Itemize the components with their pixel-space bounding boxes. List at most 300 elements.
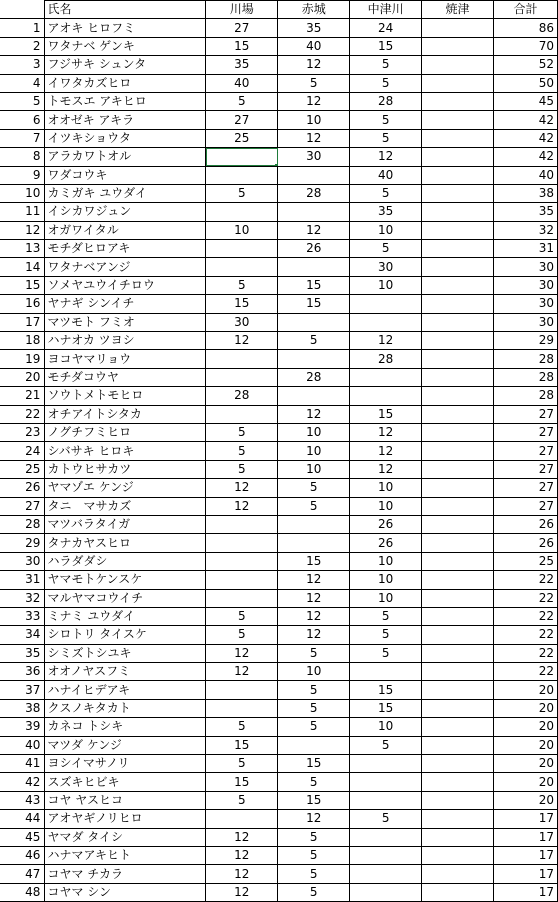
name-cell[interactable]: トモスエ アキヒロ <box>45 92 206 110</box>
akagi-cell[interactable]: 10 <box>278 442 350 460</box>
name-cell[interactable]: ヤナギ シンイチ <box>45 295 206 313</box>
yaizu-cell[interactable] <box>422 810 494 828</box>
kawaba-cell[interactable]: 35 <box>206 56 278 74</box>
name-cell[interactable]: イワタカズヒロ <box>45 74 206 92</box>
akagi-cell[interactable]: 28 <box>278 368 350 386</box>
nakatsugawa-cell[interactable]: 5 <box>350 129 422 147</box>
akagi-cell[interactable]: 12 <box>278 56 350 74</box>
nakatsugawa-cell[interactable]: 5 <box>350 74 422 92</box>
name-cell[interactable]: コヤ ヤスヒコ <box>45 791 206 809</box>
total-cell[interactable]: 32 <box>494 221 558 239</box>
akagi-cell[interactable] <box>278 166 350 184</box>
row-number[interactable]: 23 <box>0 423 45 441</box>
name-cell[interactable]: ヤマゾエ ケンジ <box>45 479 206 497</box>
row-number[interactable]: 33 <box>0 607 45 625</box>
kawaba-cell[interactable]: 27 <box>206 19 278 37</box>
total-cell[interactable]: 27 <box>494 405 558 423</box>
kawaba-cell[interactable]: 5 <box>206 442 278 460</box>
nakatsugawa-cell[interactable]: 5 <box>350 607 422 625</box>
yaizu-cell[interactable] <box>422 865 494 883</box>
akagi-cell[interactable]: 12 <box>278 626 350 644</box>
row-number[interactable]: 16 <box>0 295 45 313</box>
total-cell[interactable]: 20 <box>494 681 558 699</box>
akagi-cell[interactable]: 15 <box>278 276 350 294</box>
nakatsugawa-cell[interactable] <box>350 368 422 386</box>
akagi-cell[interactable] <box>278 203 350 221</box>
kawaba-cell[interactable] <box>206 368 278 386</box>
row-number[interactable]: 14 <box>0 258 45 276</box>
nakatsugawa-cell[interactable]: 10 <box>350 589 422 607</box>
nakatsugawa-cell[interactable]: 28 <box>350 92 422 110</box>
row-number[interactable]: 39 <box>0 718 45 736</box>
kawaba-cell[interactable] <box>206 405 278 423</box>
kawaba-cell[interactable]: 5 <box>206 718 278 736</box>
nakatsugawa-cell[interactable]: 5 <box>350 736 422 754</box>
row-number[interactable]: 32 <box>0 589 45 607</box>
total-cell[interactable]: 86 <box>494 19 558 37</box>
nakatsugawa-cell[interactable]: 5 <box>350 111 422 129</box>
row-number[interactable]: 26 <box>0 479 45 497</box>
nakatsugawa-cell[interactable]: 10 <box>350 221 422 239</box>
yaizu-cell[interactable] <box>422 534 494 552</box>
akagi-cell[interactable]: 35 <box>278 19 350 37</box>
kawaba-cell[interactable]: 15 <box>206 37 278 55</box>
kawaba-cell[interactable]: 5 <box>206 423 278 441</box>
yaizu-cell[interactable] <box>422 313 494 331</box>
nakatsugawa-cell[interactable]: 35 <box>350 203 422 221</box>
row-number[interactable]: 27 <box>0 497 45 515</box>
kawaba-cell[interactable]: 12 <box>206 644 278 662</box>
row-number[interactable]: 28 <box>0 515 45 533</box>
name-cell[interactable]: モチダコウヤ <box>45 368 206 386</box>
yaizu-cell[interactable] <box>422 442 494 460</box>
kawaba-cell[interactable] <box>206 350 278 368</box>
yaizu-cell[interactable] <box>422 681 494 699</box>
yaizu-cell[interactable] <box>422 56 494 74</box>
row-number[interactable]: 48 <box>0 883 45 901</box>
total-cell[interactable]: 45 <box>494 92 558 110</box>
kawaba-cell[interactable]: 5 <box>206 184 278 202</box>
nakatsugawa-cell[interactable]: 26 <box>350 534 422 552</box>
total-cell[interactable]: 22 <box>494 626 558 644</box>
kawaba-cell[interactable]: 5 <box>206 92 278 110</box>
name-cell[interactable]: モチダヒロアキ <box>45 240 206 258</box>
name-cell[interactable]: タナカヤスヒロ <box>45 534 206 552</box>
header-nakatsugawa[interactable]: 中津川 <box>350 1 422 19</box>
kawaba-cell[interactable]: 40 <box>206 74 278 92</box>
name-cell[interactable]: アオキ ヒロフミ <box>45 19 206 37</box>
nakatsugawa-cell[interactable] <box>350 865 422 883</box>
akagi-cell[interactable] <box>278 515 350 533</box>
akagi-cell[interactable]: 12 <box>278 589 350 607</box>
name-cell[interactable]: ハラダダシ <box>45 552 206 570</box>
yaizu-cell[interactable] <box>422 166 494 184</box>
nakatsugawa-cell[interactable] <box>350 883 422 901</box>
total-cell[interactable]: 22 <box>494 589 558 607</box>
nakatsugawa-cell[interactable] <box>350 773 422 791</box>
name-cell[interactable]: ヨシイマサノリ <box>45 755 206 773</box>
header-name[interactable]: 氏名 <box>45 1 206 19</box>
total-cell[interactable]: 26 <box>494 515 558 533</box>
nakatsugawa-cell[interactable]: 30 <box>350 258 422 276</box>
akagi-cell[interactable]: 5 <box>278 865 350 883</box>
total-cell[interactable]: 20 <box>494 773 558 791</box>
nakatsugawa-cell[interactable]: 10 <box>350 479 422 497</box>
akagi-cell[interactable]: 5 <box>278 681 350 699</box>
yaizu-cell[interactable] <box>422 644 494 662</box>
nakatsugawa-cell[interactable]: 40 <box>350 166 422 184</box>
nakatsugawa-cell[interactable] <box>350 828 422 846</box>
nakatsugawa-cell[interactable] <box>350 663 422 681</box>
total-cell[interactable]: 50 <box>494 74 558 92</box>
name-cell[interactable]: オオノヤスフミ <box>45 663 206 681</box>
nakatsugawa-cell[interactable]: 10 <box>350 497 422 515</box>
total-cell[interactable]: 35 <box>494 203 558 221</box>
kawaba-cell[interactable] <box>206 571 278 589</box>
row-number[interactable]: 29 <box>0 534 45 552</box>
kawaba-cell[interactable]: 5 <box>206 460 278 478</box>
row-number[interactable]: 6 <box>0 111 45 129</box>
yaizu-cell[interactable] <box>422 423 494 441</box>
total-cell[interactable]: 28 <box>494 350 558 368</box>
nakatsugawa-cell[interactable]: 12 <box>350 460 422 478</box>
yaizu-cell[interactable] <box>422 479 494 497</box>
name-cell[interactable]: カミガキ ユウダイ <box>45 184 206 202</box>
yaizu-cell[interactable] <box>422 148 494 166</box>
nakatsugawa-cell[interactable]: 10 <box>350 276 422 294</box>
name-cell[interactable]: フジサキ シュンタ <box>45 56 206 74</box>
total-cell[interactable]: 31 <box>494 240 558 258</box>
kawaba-cell[interactable] <box>206 148 278 166</box>
row-number[interactable]: 8 <box>0 148 45 166</box>
yaizu-cell[interactable] <box>422 699 494 717</box>
yaizu-cell[interactable] <box>422 718 494 736</box>
row-number[interactable]: 25 <box>0 460 45 478</box>
name-cell[interactable]: シミズトシユキ <box>45 644 206 662</box>
kawaba-cell[interactable] <box>206 534 278 552</box>
nakatsugawa-cell[interactable]: 15 <box>350 681 422 699</box>
akagi-cell[interactable]: 5 <box>278 332 350 350</box>
row-number[interactable]: 37 <box>0 681 45 699</box>
name-cell[interactable]: ワタナベ ゲンキ <box>45 37 206 55</box>
total-cell[interactable]: 42 <box>494 129 558 147</box>
total-cell[interactable]: 29 <box>494 332 558 350</box>
row-number[interactable]: 22 <box>0 405 45 423</box>
row-number[interactable]: 44 <box>0 810 45 828</box>
row-number[interactable]: 13 <box>0 240 45 258</box>
akagi-cell[interactable]: 5 <box>278 883 350 901</box>
nakatsugawa-cell[interactable]: 10 <box>350 571 422 589</box>
name-cell[interactable]: ヨコヤマリョウ <box>45 350 206 368</box>
akagi-cell[interactable]: 5 <box>278 699 350 717</box>
name-cell[interactable]: ハナオカ ツヨシ <box>45 332 206 350</box>
name-cell[interactable]: アオヤギノリヒロ <box>45 810 206 828</box>
total-cell[interactable]: 20 <box>494 791 558 809</box>
nakatsugawa-cell[interactable] <box>350 846 422 864</box>
kawaba-cell[interactable]: 12 <box>206 828 278 846</box>
row-number[interactable]: 31 <box>0 571 45 589</box>
name-cell[interactable]: タニ マサカズ <box>45 497 206 515</box>
yaizu-cell[interactable] <box>422 791 494 809</box>
nakatsugawa-cell[interactable]: 12 <box>350 423 422 441</box>
kawaba-cell[interactable] <box>206 240 278 258</box>
nakatsugawa-cell[interactable] <box>350 755 422 773</box>
row-number[interactable]: 35 <box>0 644 45 662</box>
total-cell[interactable]: 30 <box>494 276 558 294</box>
total-cell[interactable]: 22 <box>494 571 558 589</box>
kawaba-cell[interactable]: 12 <box>206 497 278 515</box>
name-cell[interactable]: シロトリ タイスケ <box>45 626 206 644</box>
total-cell[interactable]: 30 <box>494 313 558 331</box>
nakatsugawa-cell[interactable]: 5 <box>350 644 422 662</box>
akagi-cell[interactable] <box>278 534 350 552</box>
nakatsugawa-cell[interactable] <box>350 387 422 405</box>
total-cell[interactable]: 20 <box>494 736 558 754</box>
kawaba-cell[interactable] <box>206 515 278 533</box>
akagi-cell[interactable]: 15 <box>278 295 350 313</box>
yaizu-cell[interactable] <box>422 607 494 625</box>
akagi-cell[interactable]: 12 <box>278 92 350 110</box>
yaizu-cell[interactable] <box>422 92 494 110</box>
header-akagi[interactable]: 赤城 <box>278 1 350 19</box>
name-cell[interactable]: ソウトメトモヒロ <box>45 387 206 405</box>
yaizu-cell[interactable] <box>422 276 494 294</box>
total-cell[interactable]: 17 <box>494 846 558 864</box>
name-cell[interactable]: イツキショウタ <box>45 129 206 147</box>
row-number[interactable]: 9 <box>0 166 45 184</box>
total-cell[interactable]: 27 <box>494 423 558 441</box>
header-corner[interactable] <box>0 1 45 19</box>
row-number[interactable]: 5 <box>0 92 45 110</box>
yaizu-cell[interactable] <box>422 184 494 202</box>
total-cell[interactable]: 30 <box>494 295 558 313</box>
row-number[interactable]: 36 <box>0 663 45 681</box>
row-number[interactable]: 7 <box>0 129 45 147</box>
row-number[interactable]: 17 <box>0 313 45 331</box>
row-number[interactable]: 38 <box>0 699 45 717</box>
akagi-cell[interactable]: 10 <box>278 111 350 129</box>
row-number[interactable]: 42 <box>0 773 45 791</box>
akagi-cell[interactable]: 30 <box>278 148 350 166</box>
kawaba-cell[interactable] <box>206 552 278 570</box>
total-cell[interactable]: 20 <box>494 699 558 717</box>
total-cell[interactable]: 38 <box>494 184 558 202</box>
header-kawaba[interactable]: 川場 <box>206 1 278 19</box>
akagi-cell[interactable]: 5 <box>278 718 350 736</box>
nakatsugawa-cell[interactable] <box>350 313 422 331</box>
header-total[interactable]: 合計 <box>494 1 558 19</box>
total-cell[interactable]: 28 <box>494 387 558 405</box>
kawaba-cell[interactable]: 12 <box>206 865 278 883</box>
row-number[interactable]: 2 <box>0 37 45 55</box>
total-cell[interactable]: 17 <box>494 883 558 901</box>
yaizu-cell[interactable] <box>422 368 494 386</box>
akagi-cell[interactable]: 28 <box>278 184 350 202</box>
kawaba-cell[interactable] <box>206 681 278 699</box>
name-cell[interactable]: オチアイトシタカ <box>45 405 206 423</box>
total-cell[interactable]: 22 <box>494 644 558 662</box>
row-number[interactable]: 11 <box>0 203 45 221</box>
nakatsugawa-cell[interactable]: 15 <box>350 699 422 717</box>
name-cell[interactable]: マツダ ケンジ <box>45 736 206 754</box>
row-number[interactable]: 24 <box>0 442 45 460</box>
yaizu-cell[interactable] <box>422 460 494 478</box>
yaizu-cell[interactable] <box>422 828 494 846</box>
akagi-cell[interactable]: 12 <box>278 810 350 828</box>
name-cell[interactable]: ハナマアキヒト <box>45 846 206 864</box>
total-cell[interactable]: 20 <box>494 755 558 773</box>
akagi-cell[interactable]: 15 <box>278 791 350 809</box>
akagi-cell[interactable]: 40 <box>278 37 350 55</box>
total-cell[interactable]: 22 <box>494 607 558 625</box>
row-number[interactable]: 47 <box>0 865 45 883</box>
akagi-cell[interactable]: 5 <box>278 479 350 497</box>
yaizu-cell[interactable] <box>422 74 494 92</box>
akagi-cell[interactable]: 5 <box>278 773 350 791</box>
kawaba-cell[interactable]: 25 <box>206 129 278 147</box>
row-number[interactable]: 18 <box>0 332 45 350</box>
kawaba-cell[interactable]: 12 <box>206 846 278 864</box>
akagi-cell[interactable]: 5 <box>278 497 350 515</box>
nakatsugawa-cell[interactable] <box>350 791 422 809</box>
header-yaizu[interactable]: 焼津 <box>422 1 494 19</box>
akagi-cell[interactable]: 5 <box>278 74 350 92</box>
yaizu-cell[interactable] <box>422 626 494 644</box>
yaizu-cell[interactable] <box>422 515 494 533</box>
kawaba-cell[interactable]: 12 <box>206 883 278 901</box>
name-cell[interactable]: ノグチフミヒロ <box>45 423 206 441</box>
yaizu-cell[interactable] <box>422 111 494 129</box>
akagi-cell[interactable]: 10 <box>278 460 350 478</box>
kawaba-cell[interactable]: 5 <box>206 755 278 773</box>
nakatsugawa-cell[interactable]: 26 <box>350 515 422 533</box>
kawaba-cell[interactable]: 12 <box>206 332 278 350</box>
name-cell[interactable]: ワダコウキ <box>45 166 206 184</box>
yaizu-cell[interactable] <box>422 240 494 258</box>
kawaba-cell[interactable]: 10 <box>206 221 278 239</box>
kawaba-cell[interactable]: 28 <box>206 387 278 405</box>
row-number[interactable]: 1 <box>0 19 45 37</box>
row-number[interactable]: 10 <box>0 184 45 202</box>
kawaba-cell[interactable]: 15 <box>206 736 278 754</box>
name-cell[interactable]: ワタナベアンジ <box>45 258 206 276</box>
kawaba-cell[interactable]: 15 <box>206 773 278 791</box>
yaizu-cell[interactable] <box>422 332 494 350</box>
name-cell[interactable]: マルヤマコウイチ <box>45 589 206 607</box>
yaizu-cell[interactable] <box>422 497 494 515</box>
name-cell[interactable]: コヤマ チカラ <box>45 865 206 883</box>
akagi-cell[interactable]: 15 <box>278 552 350 570</box>
name-cell[interactable]: ハナイヒデアキ <box>45 681 206 699</box>
akagi-cell[interactable]: 15 <box>278 755 350 773</box>
kawaba-cell[interactable]: 12 <box>206 663 278 681</box>
nakatsugawa-cell[interactable]: 12 <box>350 442 422 460</box>
kawaba-cell[interactable]: 30 <box>206 313 278 331</box>
name-cell[interactable]: スズキヒビキ <box>45 773 206 791</box>
nakatsugawa-cell[interactable]: 5 <box>350 240 422 258</box>
name-cell[interactable]: ミナミ ユウダイ <box>45 607 206 625</box>
total-cell[interactable]: 26 <box>494 534 558 552</box>
total-cell[interactable]: 28 <box>494 368 558 386</box>
kawaba-cell[interactable] <box>206 258 278 276</box>
yaizu-cell[interactable] <box>422 663 494 681</box>
akagi-cell[interactable] <box>278 736 350 754</box>
kawaba-cell[interactable]: 5 <box>206 276 278 294</box>
yaizu-cell[interactable] <box>422 19 494 37</box>
total-cell[interactable]: 42 <box>494 111 558 129</box>
akagi-cell[interactable] <box>278 258 350 276</box>
akagi-cell[interactable]: 10 <box>278 423 350 441</box>
total-cell[interactable]: 40 <box>494 166 558 184</box>
yaizu-cell[interactable] <box>422 203 494 221</box>
kawaba-cell[interactable]: 5 <box>206 607 278 625</box>
name-cell[interactable]: イシカワジュン <box>45 203 206 221</box>
nakatsugawa-cell[interactable]: 5 <box>350 184 422 202</box>
akagi-cell[interactable]: 12 <box>278 129 350 147</box>
akagi-cell[interactable] <box>278 350 350 368</box>
yaizu-cell[interactable] <box>422 755 494 773</box>
name-cell[interactable]: ソメヤユウイチロウ <box>45 276 206 294</box>
akagi-cell[interactable]: 10 <box>278 663 350 681</box>
row-number[interactable]: 34 <box>0 626 45 644</box>
akagi-cell[interactable]: 12 <box>278 607 350 625</box>
yaizu-cell[interactable] <box>422 258 494 276</box>
akagi-cell[interactable]: 5 <box>278 846 350 864</box>
total-cell[interactable]: 22 <box>494 663 558 681</box>
row-number[interactable]: 41 <box>0 755 45 773</box>
name-cell[interactable]: シバサキ ヒロキ <box>45 442 206 460</box>
row-number[interactable]: 3 <box>0 56 45 74</box>
nakatsugawa-cell[interactable]: 15 <box>350 405 422 423</box>
akagi-cell[interactable]: 12 <box>278 221 350 239</box>
yaizu-cell[interactable] <box>422 387 494 405</box>
total-cell[interactable]: 17 <box>494 828 558 846</box>
row-number[interactable]: 19 <box>0 350 45 368</box>
row-number[interactable]: 4 <box>0 74 45 92</box>
total-cell[interactable]: 52 <box>494 56 558 74</box>
name-cell[interactable]: アラカワトオル <box>45 148 206 166</box>
total-cell[interactable]: 17 <box>494 865 558 883</box>
nakatsugawa-cell[interactable]: 24 <box>350 19 422 37</box>
total-cell[interactable]: 42 <box>494 148 558 166</box>
yaizu-cell[interactable] <box>422 773 494 791</box>
nakatsugawa-cell[interactable]: 10 <box>350 718 422 736</box>
row-number[interactable]: 20 <box>0 368 45 386</box>
yaizu-cell[interactable] <box>422 221 494 239</box>
name-cell[interactable]: カトウヒサカツ <box>45 460 206 478</box>
total-cell[interactable]: 27 <box>494 460 558 478</box>
name-cell[interactable]: カネコ トシキ <box>45 718 206 736</box>
row-number[interactable]: 43 <box>0 791 45 809</box>
kawaba-cell[interactable] <box>206 203 278 221</box>
akagi-cell[interactable]: 5 <box>278 828 350 846</box>
total-cell[interactable]: 27 <box>494 497 558 515</box>
name-cell[interactable]: クスノキタカト <box>45 699 206 717</box>
total-cell[interactable]: 27 <box>494 442 558 460</box>
akagi-cell[interactable]: 5 <box>278 644 350 662</box>
name-cell[interactable]: ヤマモトケンスケ <box>45 571 206 589</box>
total-cell[interactable]: 25 <box>494 552 558 570</box>
yaizu-cell[interactable] <box>422 736 494 754</box>
yaizu-cell[interactable] <box>422 552 494 570</box>
kawaba-cell[interactable] <box>206 699 278 717</box>
akagi-cell[interactable]: 12 <box>278 571 350 589</box>
yaizu-cell[interactable] <box>422 571 494 589</box>
row-number[interactable]: 30 <box>0 552 45 570</box>
akagi-cell[interactable]: 26 <box>278 240 350 258</box>
name-cell[interactable]: オガワイタル <box>45 221 206 239</box>
yaizu-cell[interactable] <box>422 295 494 313</box>
